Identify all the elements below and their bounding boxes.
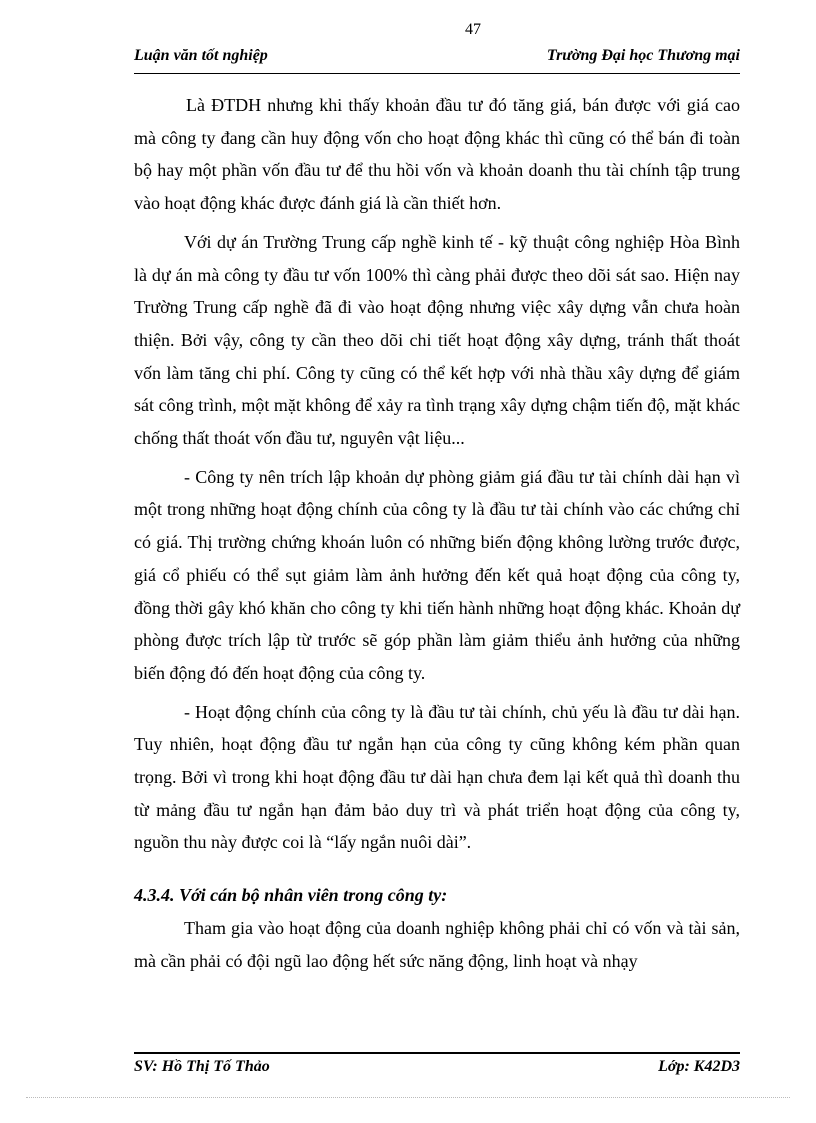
footer-student-name: SV: Hồ Thị Tố Thảo <box>134 1058 270 1075</box>
footer-class-code: Lớp: K42D3 <box>658 1058 740 1075</box>
section-heading: 4.3.4. Với cán bộ nhân viên trong công ty: <box>134 885 448 906</box>
paragraph-4: - Hoạt động chính của công ty là đầu tư tài chính, chủ yếu là đầu tư dài hạn. Tuy nhiên, hoạt động đầu tư ngắn hạn của công ty cũng không kém phần quan trọng. Bởi vì trong khi hoạt động đầu tư dài hạn chưa đem lại kết quả thì doanh thu từ mảng đầu tư ngắn hạn đảm bảo duy trì và phát triển hoạt động của công ty, nguồn thu này được coi là “lấy ngắn nuôi dài”. <box>134 701 740 853</box>
page-footer <box>134 1052 740 1082</box>
header-thesis-label: Luận văn tốt nghiệp <box>134 47 268 64</box>
page-number: 47 <box>465 21 481 38</box>
document-body <box>134 89 740 977</box>
paragraph-3: - Công ty nên trích lập khoản dự phòng giảm giá đầu tư tài chính dài hạn vì một trong những hoạt động chính của công ty là đầu tư tài chính vào các chứng chỉ có giá. Thị trường chứng khoán luôn có những biến động không lường trước được, giá cổ phiếu có thể sụt giảm làm ảnh hưởng đến kết quả hoạt động của công ty, đồng thời gây khó khăn cho công ty khi tiến hành những hoạt động khác. Khoản dự phòng được trích lập từ trước sẽ góp phần làm giảm thiểu ảnh hưởng của những biến động đó đến hoạt động của công ty. <box>134 466 740 683</box>
page-bottom-divider <box>26 1097 790 1098</box>
paragraph-1: Là ĐTDH nhưng khi thấy khoản đầu tư đó tăng giá, bán được với giá cao mà công ty đang cần huy động vốn cho hoạt động khác thì cũng có thể bán đi toàn bộ hay một phần vốn đầu tư để thu hồi vốn và khoản doanh thu tài chính tập trung vào hoạt động khác được đánh giá là cần thiết hơn. <box>134 95 740 214</box>
section-paragraph: Tham gia vào hoạt động của doanh nghiệp không phải chỉ có vốn và tài sản, mà cần phải có đội ngũ lao động hết sức năng động, linh hoạt và nhạy <box>134 917 740 971</box>
paragraph-2: Với dự án Trường Trung cấp nghề kinh tế - kỹ thuật công nghiệp Hòa Bình là dự án mà công ty đầu tư vốn 100% thì càng phải được theo dõi sát sao. Hiện nay Trường Trung cấp nghề đã đi vào hoạt động nhưng việc xây dựng vẫn chưa hoàn thiện. Bởi vậy, công ty cần theo dõi chi tiết hoạt động xây dựng, tránh thất thoát vốn làm tăng chi phí. Công ty cũng có thể kết hợp với nhà thầu xây dựng để giám sát công trình, một mặt không để xảy ra tình trạng xây dựng chậm tiến độ, mặt khác chống thất thoát vốn đầu tư, nguyên vật liệu... <box>134 231 740 449</box>
header-university-label: Trường Đại học Thương mại <box>546 47 740 64</box>
page-header <box>134 47 740 74</box>
